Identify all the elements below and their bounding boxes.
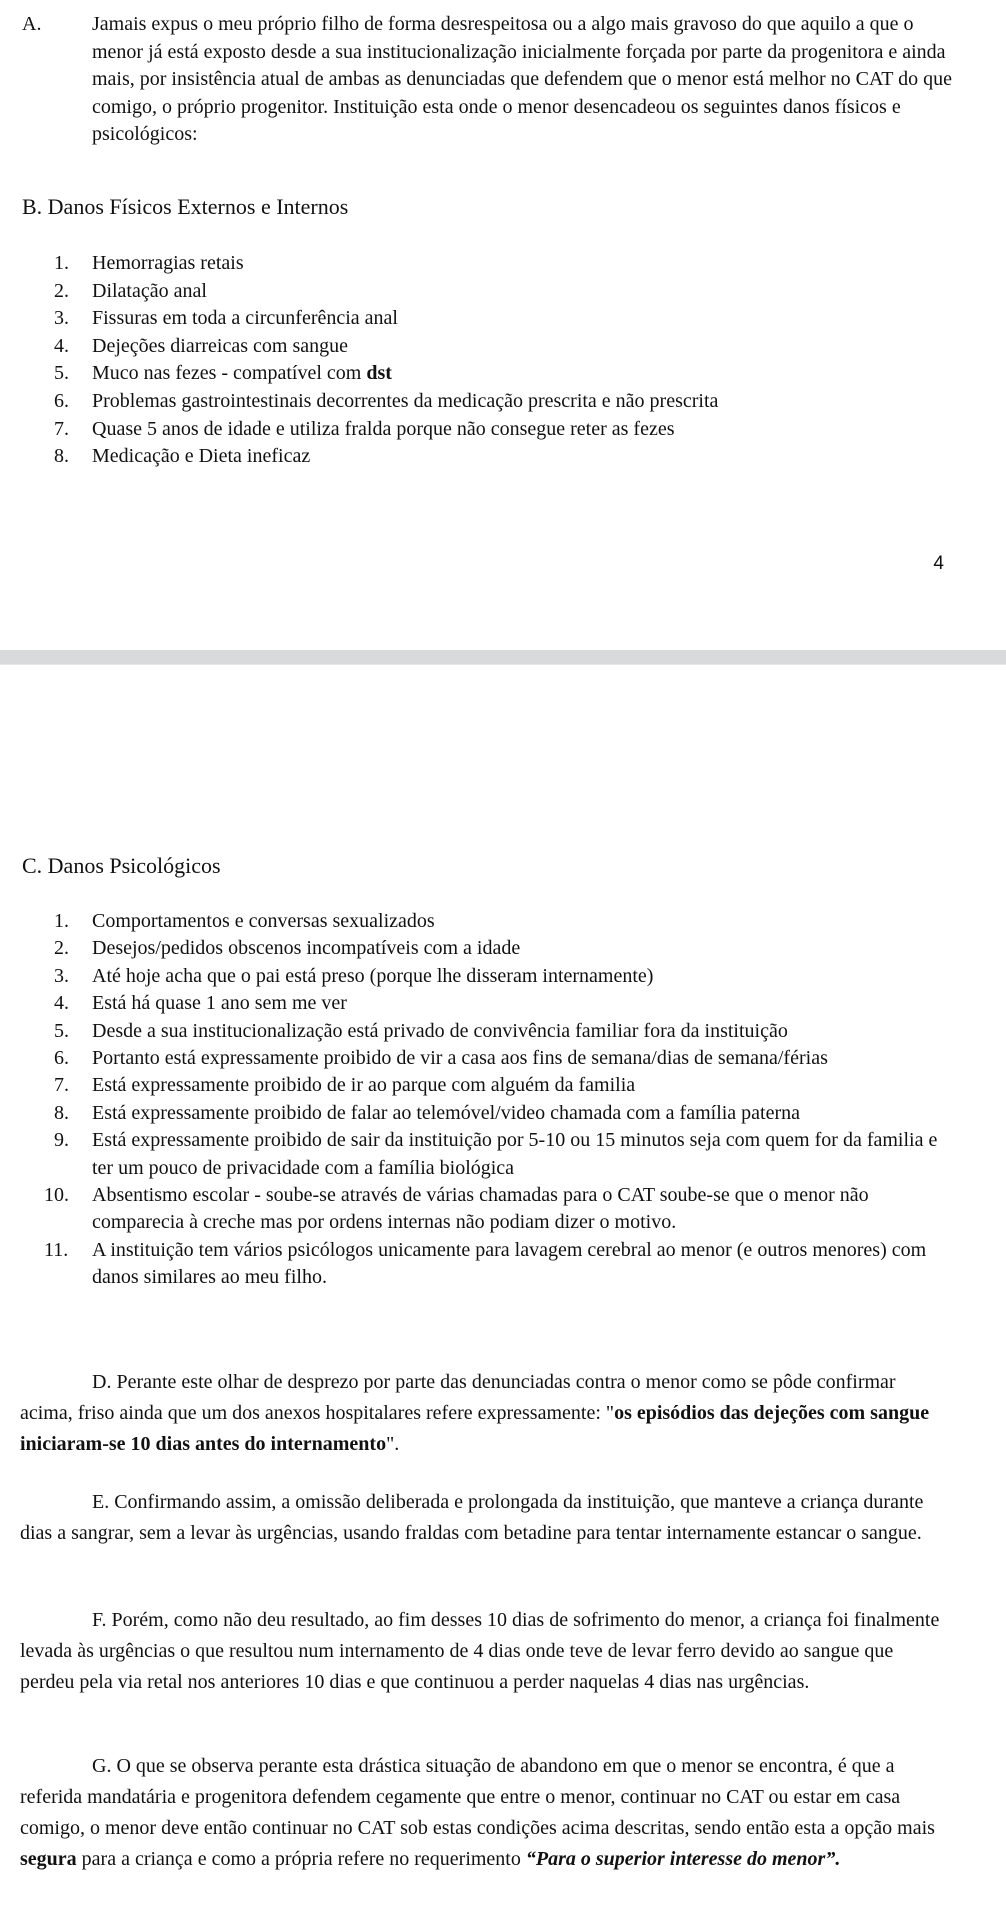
list-item: 1. Comportamentos e conversas sexualizados xyxy=(54,910,435,932)
bold-term: dst xyxy=(366,362,392,385)
paragraph-a-text: Jamais expus o meu próprio filho de forma desrespeitosa ou a algo mais gravoso do que aquilo a que o menor já está exposto desde a sua institucionalização inicialmente forçada por parte da progenitora e ainda mais, por insistência atual de ambas as denunciadas que defendem que o menor está melhor no CAT do que comigo, o próprio progenitor. Instituição esta onde o menor desencadeou os seguintes danos físicos e psicológicos: xyxy=(92,13,952,145)
list-item: 8. Está expressamente proibido de falar ao telemóvel/video chamada com a família paterna xyxy=(54,1101,801,1124)
paragraph-g: G. O que se observa perante esta drástica situação de abandono em que o menor se encontra, é que a referida mandatária e progenitora defendem cegamente que entre o menor, continuar no CAT ou estar em casa comigo, o menor deve então continuar no CAT sob estas condições acima descritas, sendo então esta a opção mais segura para a criança e como a própria refere no requerimento “Para o superior interesse do menor”. xyxy=(20,1755,935,1870)
list-item: 4. Está há quase 1 ano sem me ver xyxy=(54,992,347,1015)
page-number: 4 xyxy=(933,553,944,574)
quoted-phrase: “Para o superior interesse do menor”. xyxy=(525,1848,841,1870)
list-item: 5. Muco nas fezes - compatível com dst xyxy=(54,362,392,385)
document-page-4 xyxy=(0,0,1006,650)
list-item: 3. Até hoje acha que o pai está preso (porque lhe disseram internamente) xyxy=(54,964,654,987)
page-separator xyxy=(0,650,1006,665)
list-item: 2. Dilatação anal xyxy=(54,279,207,302)
list-item: 9. Está expressamente proibido de sair da instituição por 5-10 ou 15 minutos seja com quem for da familia e ter um pouco de privacidade com a família biológica xyxy=(54,1129,938,1179)
physical-damage-list xyxy=(22,250,962,471)
paragraph-a-letter: A. xyxy=(22,13,42,35)
list-item: 7. Quase 5 anos de idade e utiliza fralda porque não consegue reter as fezes xyxy=(54,417,675,440)
bold-word: segura xyxy=(20,1848,77,1870)
section-c-heading: C. Danos Psicológicos xyxy=(22,853,221,878)
list-item: 6. Portanto está expressamente proibido de vir a casa aos fins de semana/dias de semana/férias xyxy=(54,1047,828,1070)
list-item: 2. Desejos/pedidos obscenos incompatíveis com a idade xyxy=(54,937,521,960)
psychological-damage-list xyxy=(22,908,962,1292)
list-item: 4. Dejeções diarreicas com sangue xyxy=(54,334,348,357)
list-item: 1. Hemorragias retais xyxy=(54,252,244,274)
list-item: 7. Está expressamente proibido de ir ao parque com alguém da familia xyxy=(54,1074,636,1097)
list-item: 5. Desde a sua institucionalização está privado de convivência familiar fora da instituição xyxy=(54,1019,788,1042)
quoted-finding: os episódios das dejeções com sangue iniciaram-se 10 dias antes do internamento xyxy=(20,1402,930,1455)
document-page-5 xyxy=(0,665,1006,1918)
paragraph-e: E. Confirmando assim, a omissão deliberada e prolongada da instituição, que manteve a criança durante dias a sangrar, sem a levar às urgências, usando fraldas com betadine para tentar internamente estancar o sangue. xyxy=(20,1491,924,1544)
paragraph-f: F. Porém, como não deu resultado, ao fim desses 10 dias de sofrimento do menor, a criança foi finalmente levada às urgências o que resultou num internamento de 4 dias onde teve de levar ferro devido ao sangue que perdeu pela via retal nos anteriores 10 dias e que continuou a perder naquelas 4 dias nas urgências. xyxy=(20,1609,940,1693)
list-item: 8. Medicação e Dieta ineficaz xyxy=(54,445,311,468)
list-item: 10. Absentismo escolar - soube-se através de várias chamadas para o CAT soube-se que o menor não comparecia à creche mas por ordens internas não podiam dizer o motivo. xyxy=(44,1184,869,1234)
list-item: 3. Fissuras em toda a circunferência anal xyxy=(54,307,398,330)
paragraph-d: D. Perante este olhar de desprezo por parte das denunciadas contra o menor como se pôde confirmar acima, friso ainda que um dos anexos hospitalares refere expressamente: "os episódios das dejeções com sangue iniciaram-se 10 dias antes do internamento". xyxy=(20,1371,930,1455)
paragraph-a xyxy=(22,11,957,149)
list-item: 11. A instituição tem vários psicólogos unicamente para lavagem cerebral ao menor (e outros menores) com danos similares ao meu filho. xyxy=(44,1238,927,1289)
section-b-heading: B. Danos Físicos Externos e Internos xyxy=(22,194,349,219)
list-item: 6. Problemas gastrointestinais decorrentes da medicação prescrita e não prescrita xyxy=(54,389,719,412)
